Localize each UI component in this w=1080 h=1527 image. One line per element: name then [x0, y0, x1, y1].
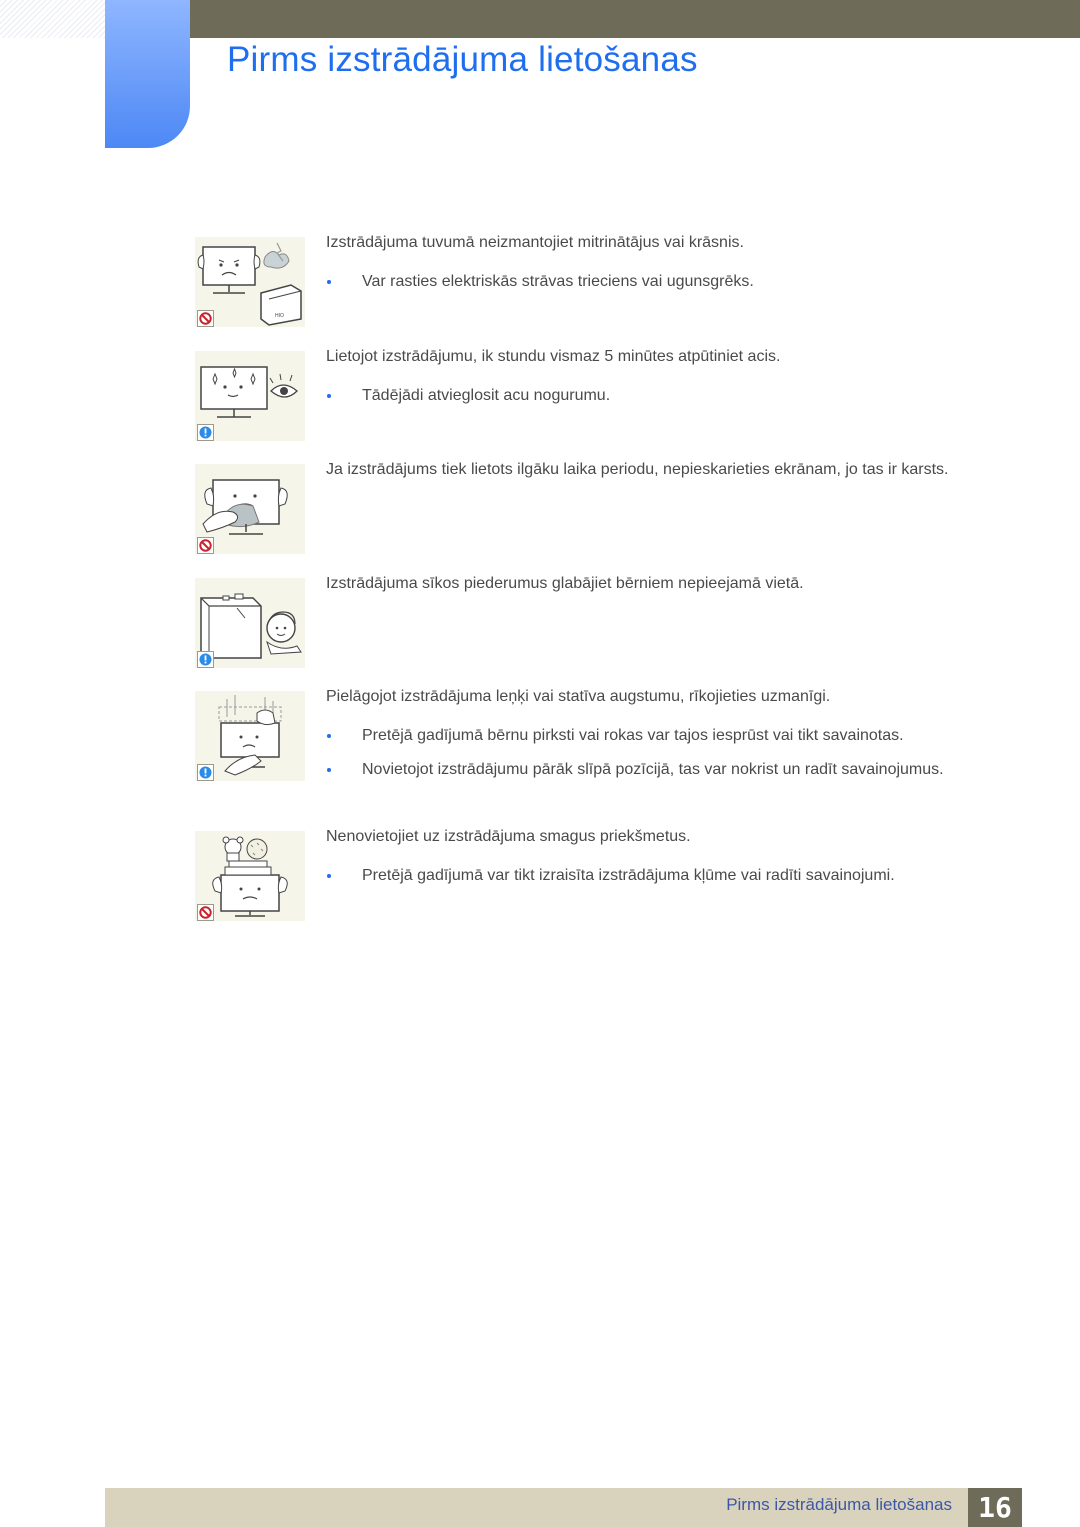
footer-chapter-label: Pirms izstrādājuma lietošanas	[726, 1495, 952, 1514]
footer-spacer	[1022, 1488, 1080, 1527]
section-text: Izstrādājuma tuvumā neizmantojiet mitrinātājus vai krāsnis.	[326, 234, 744, 251]
prohibited-icon	[197, 537, 214, 554]
chapter-tab	[105, 0, 190, 148]
humidifier-illustration	[195, 237, 305, 327]
section-text: Nenovietojiet uz izstrādājuma smagus priekšmetus.	[326, 828, 691, 845]
header-hatch-decoration	[0, 0, 105, 38]
page-title: Pirms izstrādājuma lietošanas	[227, 40, 698, 79]
eye-rest-illustration	[195, 351, 305, 441]
caution-icon	[197, 764, 214, 781]
caution-icon	[197, 424, 214, 441]
heavy-objects-illustration	[195, 831, 305, 921]
bullet-item: Pretējā gadījumā bērnu pirksti vai rokas var tajos iesprūst vai tikt savainotas.	[326, 722, 958, 749]
small-parts-illustration	[195, 578, 305, 668]
section-text: Lietojot izstrādājumu, ik stundu vismaz 5 minūtes atpūtiniet acis.	[326, 348, 781, 365]
caution-icon	[197, 651, 214, 668]
section-text: Izstrādājuma sīkos piederumus glabājiet bērniem nepieejamā vietā.	[326, 575, 804, 592]
bullet-list	[326, 268, 958, 295]
bullet-list	[326, 382, 958, 409]
prohibited-icon	[197, 904, 214, 921]
bullet-item: Pretējā gadījumā var tikt izraisīta izstrādājuma kļūme vai radīti savainojumi.	[326, 862, 958, 889]
bullet-item: Novietojot izstrādājumu pārāk slīpā pozīcijā, tas var nokrist un radīt savainojumus.	[326, 756, 958, 783]
angle-adjust-illustration	[195, 691, 305, 781]
prohibited-icon	[197, 310, 214, 327]
bullet-list	[326, 862, 958, 889]
section-text: Pielāgojot izstrādājuma leņķi vai statīva augstumu, rīkojieties uzmanīgi.	[326, 688, 831, 705]
bullet-item: Var rasties elektriskās strāvas trieciens vai ugunsgrēks.	[326, 268, 958, 295]
hot-screen-illustration	[195, 464, 305, 554]
section-text: Ja izstrādājums tiek lietots ilgāku laika periodu, nepieskarieties ekrānam, jo tas ir karsts.	[326, 461, 949, 478]
bullet-item: Tādējādi atvieglosit acu nogurumu.	[326, 382, 958, 409]
footer-bar	[105, 1488, 968, 1527]
page-number: 16	[968, 1488, 1022, 1527]
svg-text:HIO: HIO	[275, 313, 284, 319]
bullet-list	[326, 722, 958, 783]
header-bar	[190, 0, 1080, 38]
